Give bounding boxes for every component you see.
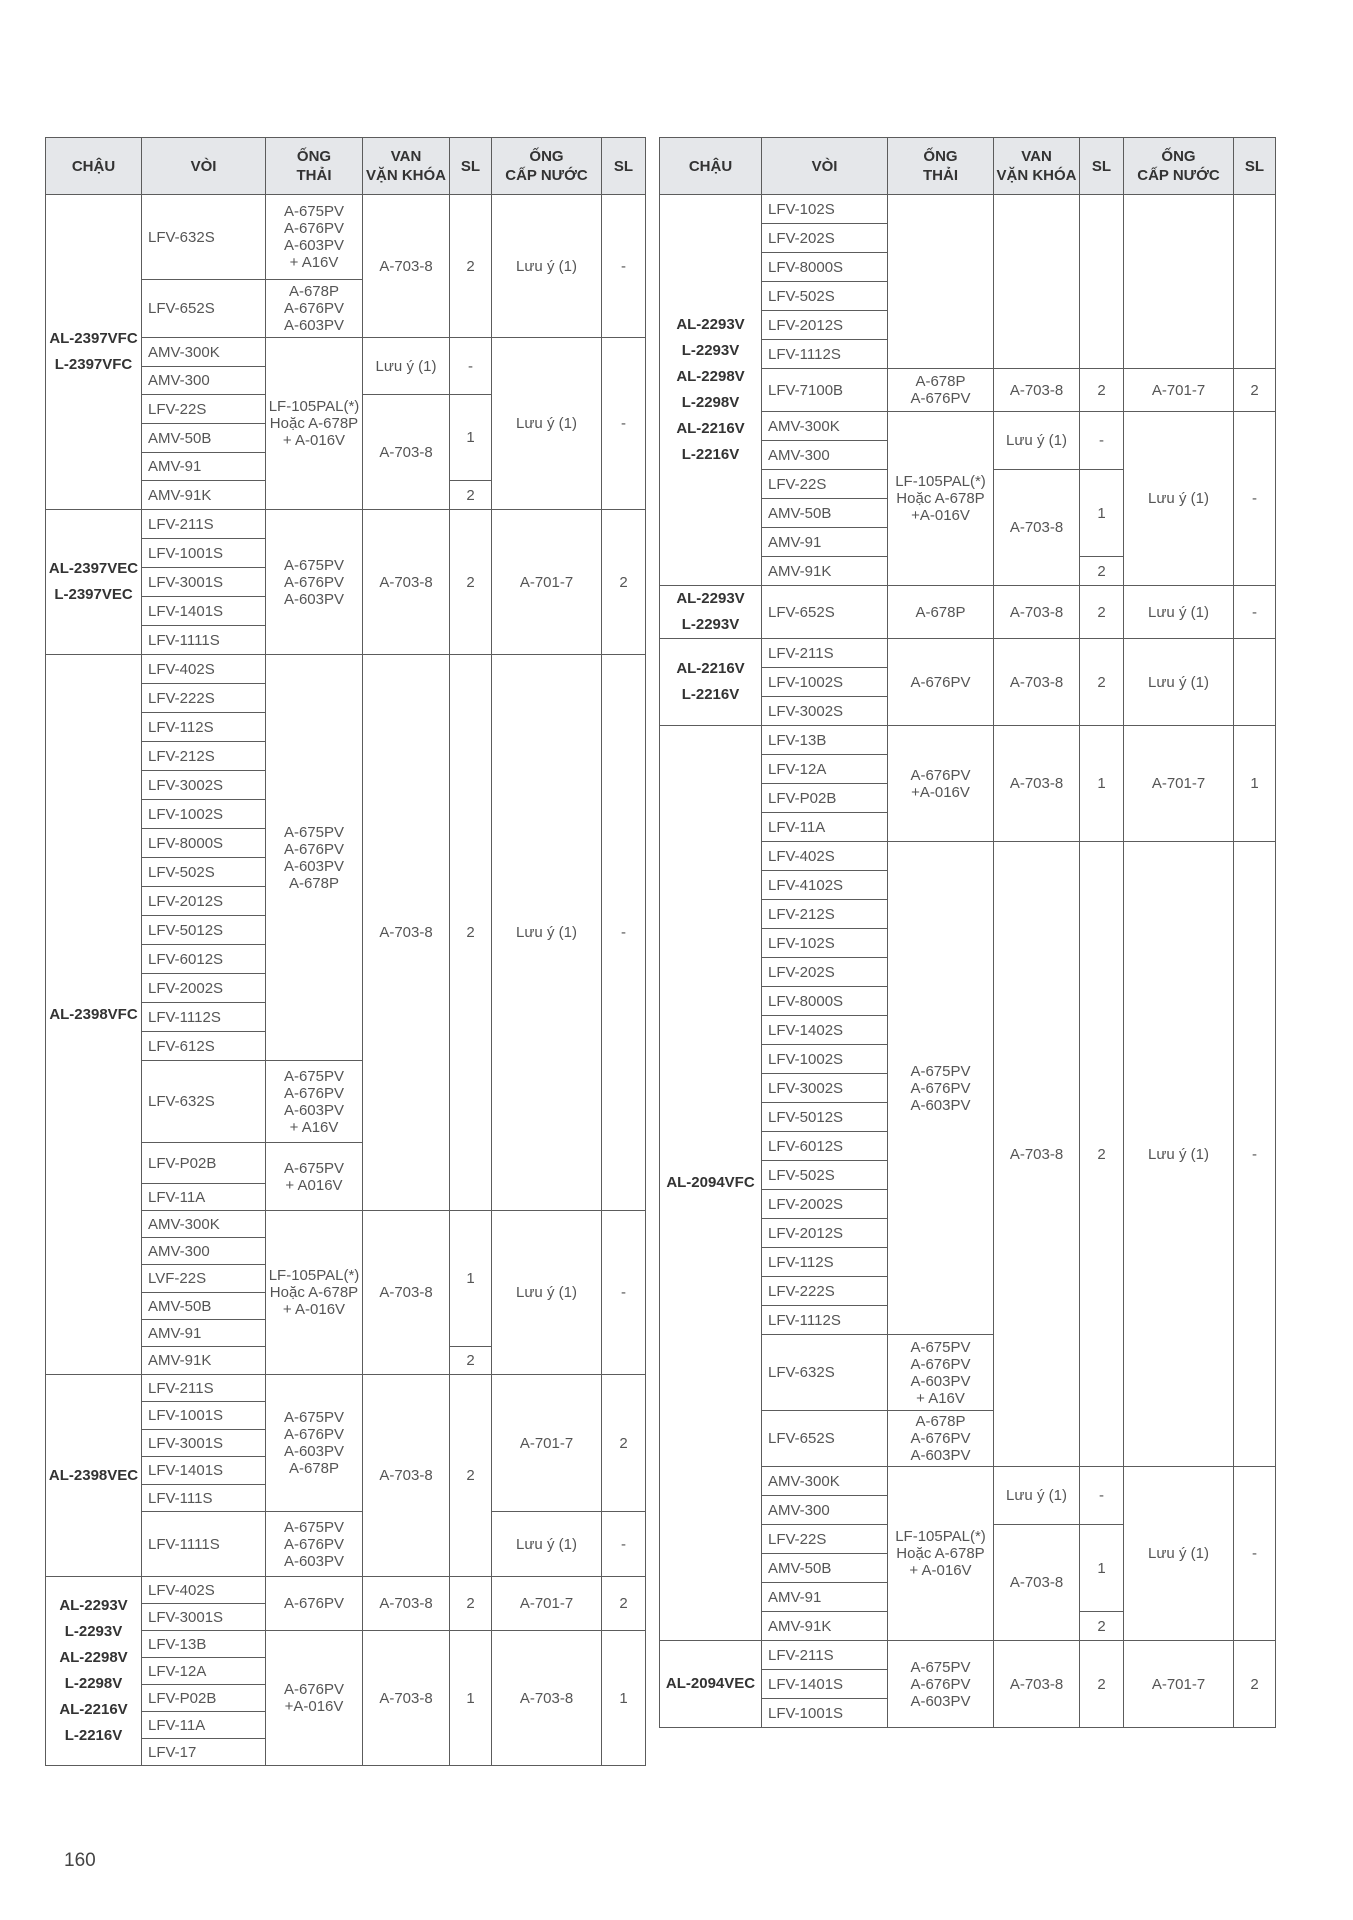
cell-supply-pipe: Lưu ý (1) xyxy=(492,1211,602,1375)
cell-faucet: LFV-211S xyxy=(762,1641,888,1670)
cell-supply-pipe: A-701-7 xyxy=(1124,1641,1234,1728)
cell-valve: A-703-8 xyxy=(994,726,1080,842)
cell-supply-qty: 2 xyxy=(602,1577,646,1631)
cell-basin: AL-2293V L-2293V xyxy=(660,586,762,639)
table-row xyxy=(46,655,646,684)
cell-supply-pipe: Lưu ý (1) xyxy=(492,655,602,1211)
cell-faucet: LFV-1402S xyxy=(762,1016,888,1045)
cell-qty: - xyxy=(1080,412,1124,470)
cell-faucet: LFV-632S xyxy=(142,195,266,280)
cell-drain-pipe: A-675PV A-676PV A-603PV A-678P xyxy=(266,1375,363,1512)
cell-faucet: AMV-91 xyxy=(762,1583,888,1612)
cell-faucet: LFV-8000S xyxy=(762,253,888,282)
cell-drain-pipe: LF-105PAL(*) Hoặc A-678P + A-016V xyxy=(888,1467,994,1641)
cell-faucet: LFV-1002S xyxy=(762,668,888,697)
cell-faucet: LFV-212S xyxy=(762,900,888,929)
cell-faucet: LFV-4102S xyxy=(762,871,888,900)
cell-supply-qty: 1 xyxy=(1234,726,1276,842)
cell-drain-pipe: A-678P A-676PV A-603PV xyxy=(266,280,363,338)
cell-valve: Lưu ý (1) xyxy=(363,338,450,395)
cell-drain-pipe: A-675PV A-676PV A-603PV xyxy=(266,1512,363,1577)
table-row xyxy=(660,639,1276,668)
cell-faucet: LFV-1401S xyxy=(762,1670,888,1699)
cell-faucet: LFV-2012S xyxy=(762,311,888,340)
header-valve: VAN VẶN KHÓA xyxy=(994,138,1080,195)
header-row xyxy=(46,138,646,195)
cell-basin: AL-2094VEC xyxy=(660,1641,762,1728)
cell-drain-pipe: A-675PV A-676PV A-603PV xyxy=(888,1641,994,1728)
cell-basin: AL-2293V L-2293V AL-2298V L-2298V AL-2216V L-2216V xyxy=(46,1577,142,1766)
cell-drain-pipe xyxy=(888,195,994,369)
cell-drain-pipe: LF-105PAL(*) Hoặc A-678P + A-016V xyxy=(266,1211,363,1375)
cell-faucet: LFV-652S xyxy=(142,280,266,338)
cell-faucet: LFV-11A xyxy=(762,813,888,842)
cell-supply-qty xyxy=(1234,639,1276,726)
cell-faucet: AMV-91 xyxy=(142,1320,266,1347)
cell-faucet: LFV-3001S xyxy=(142,1430,266,1457)
table-row xyxy=(46,1375,646,1402)
header-faucet: VÒI xyxy=(762,138,888,195)
cell-supply-pipe: Lưu ý (1) xyxy=(492,195,602,338)
cell-qty: 2 xyxy=(1080,1612,1124,1641)
cell-qty: 2 xyxy=(1080,842,1124,1467)
cell-faucet: AMV-300 xyxy=(142,367,266,395)
cell-faucet: LFV-112S xyxy=(762,1248,888,1277)
cell-faucet: LFV-12A xyxy=(762,755,888,784)
cell-faucet: LFV-112S xyxy=(142,713,266,742)
cell-supply-qty: - xyxy=(602,1512,646,1577)
cell-valve: A-703-8 xyxy=(363,655,450,1211)
table-row xyxy=(46,510,646,539)
cell-supply-pipe xyxy=(1124,195,1234,369)
cell-supply-pipe: Lưu ý (1) xyxy=(492,1512,602,1577)
cell-qty: 2 xyxy=(450,195,492,338)
cell-faucet: AMV-300K xyxy=(762,1467,888,1496)
cell-drain-pipe: LF-105PAL(*) Hoặc A-678P + A-016V xyxy=(266,338,363,510)
table-row xyxy=(660,1641,1276,1670)
header-qty-2: SL xyxy=(1234,138,1276,195)
cell-valve: A-703-8 xyxy=(363,1631,450,1766)
cell-faucet: LFV-652S xyxy=(762,1411,888,1467)
cell-supply-qty: 2 xyxy=(1234,1641,1276,1728)
cell-faucet: LFV-402S xyxy=(142,1577,266,1604)
cell-supply-pipe: Lưu ý (1) xyxy=(1124,412,1234,586)
cell-faucet: LFV-652S xyxy=(762,586,888,639)
cell-faucet: LFV-12A xyxy=(142,1658,266,1685)
cell-faucet: LFV-1001S xyxy=(762,1699,888,1728)
cell-faucet: LFV-22S xyxy=(762,1525,888,1554)
cell-faucet: AMV-300 xyxy=(142,1238,266,1265)
cell-faucet: LFV-11A xyxy=(142,1712,266,1739)
cell-faucet: LFV-632S xyxy=(762,1335,888,1411)
cell-faucet: LFV-1002S xyxy=(142,800,266,829)
cell-faucet: AMV-91 xyxy=(142,453,266,481)
header-row xyxy=(660,138,1276,195)
cell-supply-qty: 2 xyxy=(1234,369,1276,412)
cell-faucet: LFV-5012S xyxy=(142,916,266,945)
cell-faucet: LFV-1112S xyxy=(762,1306,888,1335)
cell-faucet: AMV-91K xyxy=(762,557,888,586)
cell-valve: A-703-8 xyxy=(363,1375,450,1577)
cell-faucet: LFV-1401S xyxy=(142,1457,266,1485)
cell-faucet: LFV-402S xyxy=(142,655,266,684)
cell-faucet: LFV-1111S xyxy=(142,1512,266,1577)
header-qty: SL xyxy=(1080,138,1124,195)
cell-faucet: LFV-212S xyxy=(142,742,266,771)
cell-supply-qty: - xyxy=(1234,586,1276,639)
cell-supply-pipe: Lưu ý (1) xyxy=(1124,639,1234,726)
cell-drain-pipe: LF-105PAL(*) Hoặc A-678P +A-016V xyxy=(888,412,994,586)
cell-faucet: LFV-202S xyxy=(762,224,888,253)
compatibility-table-right xyxy=(659,137,1276,1728)
cell-faucet: LFV-2012S xyxy=(762,1219,888,1248)
cell-drain-pipe: A-676PV +A-016V xyxy=(888,726,994,842)
table-row xyxy=(660,726,1276,755)
cell-supply-pipe: Lưu ý (1) xyxy=(1124,1467,1234,1641)
cell-faucet: LFV-3002S xyxy=(142,771,266,800)
table-row xyxy=(660,195,1276,224)
cell-valve: A-703-8 xyxy=(994,842,1080,1467)
header-drain-pipe: ỐNG THẢI xyxy=(888,138,994,195)
cell-faucet: LFV-6012S xyxy=(142,945,266,974)
page-number: 160 xyxy=(64,1850,96,1871)
cell-faucet: LFV-502S xyxy=(762,1161,888,1190)
cell-supply-qty: - xyxy=(602,1211,646,1375)
cell-supply-qty xyxy=(1234,195,1276,369)
cell-basin: AL-2397VEC L-2397VEC xyxy=(46,510,142,655)
cell-qty: 2 xyxy=(450,1375,492,1577)
cell-qty: 2 xyxy=(450,481,492,510)
cell-drain-pipe: A-678P xyxy=(888,586,994,639)
cell-faucet: LFV-111S xyxy=(142,1485,266,1512)
cell-qty: 1 xyxy=(450,1631,492,1766)
cell-qty: 2 xyxy=(450,1577,492,1631)
table-row xyxy=(46,195,646,280)
cell-faucet: LFV-7100B xyxy=(762,369,888,412)
cell-supply-pipe: A-703-8 xyxy=(492,1631,602,1766)
cell-qty: 2 xyxy=(1080,639,1124,726)
cell-valve: Lưu ý (1) xyxy=(994,412,1080,470)
cell-drain-pipe: A-675PV A-676PV A-603PV xyxy=(888,842,994,1335)
header-qty: SL xyxy=(450,138,492,195)
header-qty-2: SL xyxy=(602,138,646,195)
cell-qty: 1 xyxy=(450,395,492,481)
cell-supply-qty: - xyxy=(602,338,646,510)
cell-supply-pipe: A-701-7 xyxy=(492,1577,602,1631)
cell-valve: A-703-8 xyxy=(994,639,1080,726)
cell-faucet: AMV-300K xyxy=(762,412,888,441)
cell-qty: 2 xyxy=(1080,586,1124,639)
cell-faucet: AMV-50B xyxy=(762,1554,888,1583)
cell-faucet: LFV-2002S xyxy=(142,974,266,1003)
cell-faucet: LFV-1001S xyxy=(142,539,266,568)
cell-supply-pipe: Lưu ý (1) xyxy=(1124,586,1234,639)
cell-qty xyxy=(1080,195,1124,369)
cell-supply-qty: - xyxy=(1234,412,1276,586)
cell-valve: A-703-8 xyxy=(363,1577,450,1631)
cell-qty: 2 xyxy=(1080,369,1124,412)
cell-faucet: LFV-202S xyxy=(762,958,888,987)
cell-valve: A-703-8 xyxy=(363,510,450,655)
cell-valve: A-703-8 xyxy=(994,1525,1080,1641)
cell-faucet: LFV-211S xyxy=(762,639,888,668)
cell-faucet: LFV-13B xyxy=(762,726,888,755)
cell-faucet: LFV-P02B xyxy=(142,1143,266,1184)
cell-valve: A-703-8 xyxy=(994,369,1080,412)
cell-faucet: LFV-3001S xyxy=(142,568,266,597)
cell-faucet: LFV-P02B xyxy=(142,1685,266,1712)
header-supply-pipe: ỐNG CẤP NƯỚC xyxy=(492,138,602,195)
cell-supply-qty: - xyxy=(602,655,646,1211)
cell-qty: - xyxy=(1080,1467,1124,1525)
cell-faucet: AMV-50B xyxy=(142,1293,266,1320)
cell-faucet: LFV-502S xyxy=(762,282,888,311)
cell-faucet: AMV-300K xyxy=(142,1211,266,1238)
cell-drain-pipe: A-675PV A-676PV A-603PV + A16V xyxy=(266,195,363,280)
compatibility-table-left xyxy=(45,137,646,1766)
cell-faucet: LVF-22S xyxy=(142,1265,266,1293)
cell-faucet: LFV-102S xyxy=(762,195,888,224)
header-supply-pipe: ỐNG CẤP NƯỚC xyxy=(1124,138,1234,195)
header-basin: CHẬU xyxy=(46,138,142,195)
cell-faucet: AMV-50B xyxy=(142,424,266,453)
header-faucet: VÒI xyxy=(142,138,266,195)
cell-faucet: LFV-17 xyxy=(142,1739,266,1766)
cell-faucet: LFV-P02B xyxy=(762,784,888,813)
cell-drain-pipe: A-678P A-676PV A-603PV xyxy=(888,1411,994,1467)
cell-faucet: AMV-300 xyxy=(762,1496,888,1525)
cell-faucet: LFV-211S xyxy=(142,510,266,539)
cell-valve: A-703-8 xyxy=(363,1211,450,1375)
cell-drain-pipe: A-676PV xyxy=(266,1577,363,1631)
cell-valve: A-703-8 xyxy=(994,470,1080,586)
cell-faucet: LFV-502S xyxy=(142,858,266,887)
cell-faucet: LFV-222S xyxy=(142,684,266,713)
cell-faucet: LFV-612S xyxy=(142,1032,266,1061)
cell-qty: 2 xyxy=(1080,1641,1124,1728)
header-drain-pipe: ỐNG THẢI xyxy=(266,138,363,195)
cell-supply-pipe: Lưu ý (1) xyxy=(492,338,602,510)
cell-basin: AL-2397VFC L-2397VFC xyxy=(46,195,142,510)
cell-supply-qty: - xyxy=(1234,1467,1276,1641)
cell-faucet: LFV-1001S xyxy=(142,1402,266,1430)
cell-faucet: LFV-1112S xyxy=(142,1003,266,1032)
cell-faucet: LFV-13B xyxy=(142,1631,266,1658)
cell-faucet: AMV-300K xyxy=(142,338,266,367)
cell-faucet: LFV-1401S xyxy=(142,597,266,626)
cell-basin: AL-2398VEC xyxy=(46,1375,142,1577)
cell-qty: - xyxy=(450,338,492,395)
cell-faucet: AMV-300 xyxy=(762,441,888,470)
cell-qty: 2 xyxy=(450,655,492,1211)
cell-faucet: LFV-2012S xyxy=(142,887,266,916)
cell-faucet: AMV-91K xyxy=(762,1612,888,1641)
cell-faucet: LFV-8000S xyxy=(762,987,888,1016)
cell-faucet: LFV-222S xyxy=(762,1277,888,1306)
cell-faucet: LFV-3002S xyxy=(762,1074,888,1103)
cell-supply-qty: 2 xyxy=(602,510,646,655)
cell-supply-qty: 2 xyxy=(602,1375,646,1512)
cell-drain-pipe: A-676PV xyxy=(888,639,994,726)
cell-faucet: LFV-3001S xyxy=(142,1604,266,1631)
cell-valve xyxy=(994,195,1080,369)
cell-supply-qty: 1 xyxy=(602,1631,646,1766)
cell-qty: 1 xyxy=(1080,470,1124,557)
cell-drain-pipe: A-675PV A-676PV A-603PV + A16V xyxy=(888,1335,994,1411)
cell-qty: 1 xyxy=(1080,726,1124,842)
cell-faucet: LFV-1002S xyxy=(762,1045,888,1074)
cell-faucet: LFV-2002S xyxy=(762,1190,888,1219)
cell-faucet: AMV-91K xyxy=(142,1347,266,1375)
cell-qty: 2 xyxy=(1080,557,1124,586)
cell-drain-pipe: A-675PV A-676PV A-603PV xyxy=(266,510,363,655)
cell-faucet: LFV-22S xyxy=(142,395,266,424)
cell-faucet: LFV-22S xyxy=(762,470,888,499)
cell-supply-pipe: Lưu ý (1) xyxy=(1124,842,1234,1467)
table-row xyxy=(660,586,1276,639)
cell-supply-pipe: A-701-7 xyxy=(492,510,602,655)
cell-drain-pipe: A-675PV + A016V xyxy=(266,1143,363,1211)
cell-valve: A-703-8 xyxy=(363,195,450,338)
cell-faucet: LFV-632S xyxy=(142,1061,266,1143)
cell-faucet: LFV-402S xyxy=(762,842,888,871)
cell-qty: 2 xyxy=(450,1347,492,1375)
cell-basin: AL-2398VFC xyxy=(46,655,142,1375)
cell-faucet: LFV-1112S xyxy=(762,340,888,369)
cell-drain-pipe: A-676PV +A-016V xyxy=(266,1631,363,1766)
cell-qty: 2 xyxy=(450,510,492,655)
cell-basin: AL-2293V L-2293V AL-2298V L-2298V AL-2216V L-2216V xyxy=(660,195,762,586)
cell-valve: Lưu ý (1) xyxy=(994,1467,1080,1525)
cell-supply-pipe: A-701-7 xyxy=(1124,726,1234,842)
cell-valve: A-703-8 xyxy=(363,395,450,510)
cell-faucet: AMV-91 xyxy=(762,528,888,557)
cell-faucet: AMV-50B xyxy=(762,499,888,528)
cell-qty: 1 xyxy=(450,1211,492,1347)
cell-faucet: LFV-3002S xyxy=(762,697,888,726)
cell-supply-pipe: A-701-7 xyxy=(492,1375,602,1512)
header-valve: VAN VẶN KHÓA xyxy=(363,138,450,195)
cell-supply-pipe: A-701-7 xyxy=(1124,369,1234,412)
cell-faucet: LFV-211S xyxy=(142,1375,266,1402)
cell-qty: 1 xyxy=(1080,1525,1124,1612)
cell-drain-pipe: A-675PV A-676PV A-603PV + A16V xyxy=(266,1061,363,1143)
table-row xyxy=(46,1577,646,1604)
cell-faucet: AMV-91K xyxy=(142,481,266,510)
cell-faucet: LFV-11A xyxy=(142,1184,266,1211)
cell-faucet: LFV-5012S xyxy=(762,1103,888,1132)
header-basin: CHẬU xyxy=(660,138,762,195)
cell-basin: AL-2094VFC xyxy=(660,726,762,1641)
cell-faucet: LFV-6012S xyxy=(762,1132,888,1161)
cell-basin: AL-2216V L-2216V xyxy=(660,639,762,726)
cell-drain-pipe: A-675PV A-676PV A-603PV A-678P xyxy=(266,655,363,1061)
cell-faucet: LFV-102S xyxy=(762,929,888,958)
cell-valve: A-703-8 xyxy=(994,586,1080,639)
cell-faucet: LFV-8000S xyxy=(142,829,266,858)
cell-drain-pipe: A-678P A-676PV xyxy=(888,369,994,412)
cell-supply-qty: - xyxy=(1234,842,1276,1467)
cell-faucet: LFV-1111S xyxy=(142,626,266,655)
cell-valve: A-703-8 xyxy=(994,1641,1080,1728)
cell-supply-qty: - xyxy=(602,195,646,338)
